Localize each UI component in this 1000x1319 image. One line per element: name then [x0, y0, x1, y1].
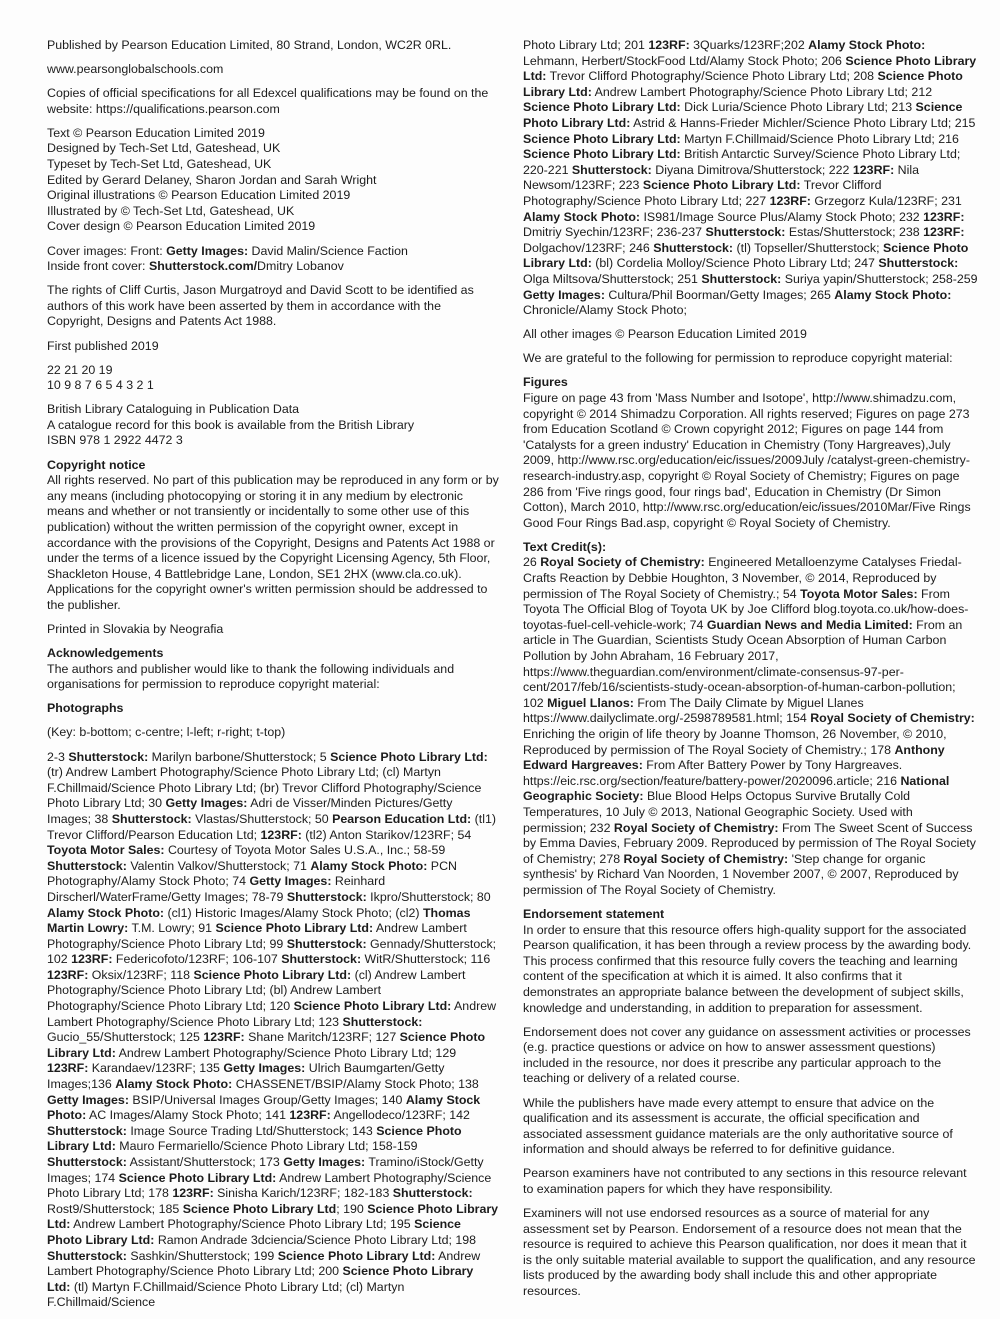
credit-source: Anthony Edward Hargreaves:	[523, 742, 945, 773]
section-copyright-notice	[47, 458, 499, 614]
text-line: Printed in Slovakia by Neografia	[47, 622, 224, 636]
credit-source: Science Photo Library Ltd:	[47, 1123, 462, 1154]
credit-detail: Estas/Shutterstock; 238	[785, 225, 924, 240]
text-line: 22 21 20 19	[47, 362, 113, 377]
credit-detail: Angellodeco/123RF; 142	[330, 1108, 470, 1123]
credit-source: Science Photo Library Ltd:	[293, 999, 452, 1014]
credit-source: Shutterstock.com/	[148, 259, 258, 274]
paragraph	[523, 1166, 978, 1197]
credit-source: Thomas Martin Lowry:	[47, 905, 471, 936]
text-line: First published 2019	[47, 338, 159, 353]
credit-detail: From Toyota The Official Blog of Toyota UK by Joe Clifford blog.toyota.co.uk/how-does-toyotas-fuel-cell-vehicle-work; 74	[523, 586, 969, 632]
credit-text	[523, 38, 978, 319]
paragraph	[47, 725, 499, 741]
paragraph	[523, 1096, 978, 1158]
text-line: A catalogue record for this book is available from the British Library	[47, 417, 415, 432]
credit-detail: Blue Blood Helps Octopus Survive Brutally Cold Temperatures, 10 July © 2013, National Geographic Society. Used with permission; 232	[523, 789, 913, 835]
paragraph	[47, 38, 499, 54]
credit-detail: Nila Newsom/123RF; 223	[523, 162, 920, 193]
credit-detail: Karandaev/123RF; 135	[88, 1061, 224, 1076]
credit-source: Science Photo Library Ltd:	[330, 749, 488, 764]
credit-source: Alamy Stock Photo:	[834, 287, 952, 302]
text-line: Original illustrations © Pearson Education Limited 2019	[47, 188, 351, 203]
credit-source: Alamy Stock Photo:	[47, 1092, 481, 1123]
credit-source: Shutterstock:	[392, 1186, 473, 1201]
credit-detail: Courtesy of Toyota Motor Sales U.S.A., Inc.; 58-59	[164, 843, 446, 858]
credit-detail: Suriya yapin/Shutterstock; 258-259	[781, 271, 978, 286]
credit-source: Shutterstock:	[286, 889, 367, 904]
paragraph	[47, 402, 499, 449]
text-line: Examiners will not use endorsed resources as a source of material for any assessment set by Pearson. Endorsement of a resource does not mean that the resource is required to achieve this Pearson qualification, nor does it mean that it is the only suitable material available to support the qualification, and any resource lists produced by the awarding body shall include this and other appropriate resources.	[523, 1206, 976, 1299]
text-line: Endorsement does not cover any guidance on assessment activities or processes (e.g. practice questions or advice on how to answer assessment questions) included in the resource, nor does it prescribe any particular approach to the teaching or delivery of a related course.	[523, 1024, 971, 1086]
paragraph	[523, 1206, 978, 1300]
credit-source: Miguel Llanos:	[547, 695, 634, 710]
credit-detail: Photo Library Ltd; 201	[523, 38, 649, 52]
credit-detail: BSIP/Universal Images Group/Getty Images; 140	[128, 1092, 406, 1107]
credit-detail: Trevor Clifford Photography/Science Photo Library Ltd; 227	[523, 178, 882, 208]
left-column	[47, 38, 499, 1319]
paragraph	[523, 38, 978, 319]
credit-detail: From After Battery Power by Tony Hargreaves. https://eic.rsc.org/section/feature/battery-power/2020096.article; 216	[523, 758, 903, 788]
credit-source: 123RF:	[260, 827, 302, 842]
credit-detail: Diyana Dimitrova/Shutterstock; 222	[651, 162, 853, 177]
credit-detail: Mauro Fermariello/Science Photo Library Ltd; 158-159	[115, 1139, 418, 1154]
paragraph	[47, 126, 499, 235]
text-line: Cover design © Pearson Education Limited 2019	[47, 219, 316, 234]
text-line: British Library Cataloguing in Publication Data	[47, 402, 300, 417]
credit-detail: Grzegorz Kula/123RF; 231	[810, 193, 962, 208]
credit-source: Shutterstock:	[342, 1014, 423, 1029]
section-heading: Figures	[523, 375, 568, 390]
credit-detail: Dmitry Lobanov	[257, 259, 344, 274]
text-line: Published by Pearson Education Limited, 80 Strand, London, WC2R 0RL.	[47, 38, 452, 52]
credit-detail: Rost9/Shutterstock; 185	[47, 1201, 183, 1216]
credit-detail: British Antarctic Survey/Science Photo Library Ltd; 220-221	[523, 147, 961, 177]
credit-detail: Inside front cover:	[47, 259, 149, 274]
right-column	[523, 38, 978, 1308]
credit-source: Science Photo Library Ltd:	[215, 921, 374, 936]
credit-source: Science Photo Library Ltd:	[523, 147, 681, 162]
credit-source: Science Photo Library Ltd:	[193, 967, 352, 982]
text-line: Illustrated by © Tech-Set Ltd, Gateshead, UK	[47, 203, 295, 218]
credit-detail: David Malin/Science Faction	[248, 243, 408, 258]
credit-detail: Cover images: Front:	[47, 243, 167, 258]
credit-source: Science Photo Library Ltd:	[277, 1248, 436, 1263]
credit-detail: Tramino/iStock/Getty Images; 174	[47, 1155, 484, 1185]
credit-source: 123RF:	[71, 952, 113, 967]
credit-source: 123RF:	[172, 1186, 214, 1201]
text-line: Copies of official specifications for all Edexcel qualifications may be found on the website: https://qualifications.pearson.com	[47, 86, 489, 116]
credit-detail: Martyn F.Chillmaid/Science Photo Library Ltd; 216	[680, 131, 959, 146]
credit-source: Science Photo Library Ltd:	[523, 100, 681, 115]
credit-source: Getty Images:	[223, 1061, 306, 1076]
credit-source: Science Photo Library Ltd:	[47, 1217, 461, 1247]
credit-source: Shutterstock:	[878, 256, 959, 271]
credit-detail: Chronicle/Alamy Stock Photo;	[523, 303, 687, 318]
credit-source: Alamy Stock Photo:	[47, 905, 165, 920]
credit-detail: 3Quarks/123RF;202	[689, 38, 809, 52]
credit-detail: Dmitriy Syechin/123RF; 236-237	[523, 225, 706, 240]
credit-source: Shutterstock:	[47, 1123, 127, 1138]
credit-detail: Valentin Valkov/Shutterstock; 71	[126, 858, 311, 873]
credit-detail: AC Images/Alamy Stock Photo; 141	[86, 1108, 290, 1123]
credit-detail: Ikpro/Shutterstock; 80	[366, 889, 491, 904]
credit-source: Shutterstock:	[571, 162, 652, 177]
credit-detail: Lehmann, Herbert/StockFood Ltd/Alamy Stock Photo; 206	[523, 53, 846, 68]
credit-detail: T.M. Lowry; 91	[128, 921, 216, 936]
credit-source: Getty Images:	[283, 1155, 366, 1169]
credit-source: 123RF:	[923, 209, 965, 224]
credit-detail: Cultura/Phil Boorman/Getty Images; 265	[604, 287, 835, 302]
credit-source: Science Photo Library Ltd:	[523, 131, 681, 146]
section-photographs	[47, 701, 499, 717]
credit-source: Shutterstock:	[68, 749, 149, 764]
paragraph	[47, 750, 499, 1311]
credit-detail: Gucio_55/Shutterstock; 125	[47, 1030, 204, 1045]
credit-source: Science Photo Library Ltd:	[118, 1170, 277, 1185]
paragraph	[47, 283, 499, 330]
credit-detail: WitR/Shutterstock; 116	[361, 952, 491, 967]
credit-source: 123RF:	[852, 162, 895, 177]
paragraph	[47, 339, 499, 355]
credit-detail: (tl1) Trevor Clifford/Pearson Education Ltd;	[47, 811, 496, 842]
credit-source: Shutterstock:	[47, 1248, 127, 1263]
credit-detail: From The Sweet Scent of Success by Emma Davies, February 2009. Reproduced by permission of The Royal Society of Chemistry; 278	[523, 820, 976, 866]
section-heading: Acknowledgements	[47, 646, 164, 661]
section-heading: Text Credit(s):	[523, 539, 607, 554]
paragraph	[523, 327, 978, 343]
text-line: www.pearsonglobalschools.com	[47, 62, 224, 77]
credit-source: Getty Images:	[47, 1092, 129, 1107]
credit-source: Alamy Stock Photo:	[523, 209, 641, 224]
credit-text	[523, 555, 978, 898]
text-line: Typeset by Tech-Set Ltd, Gateshead, UK	[47, 157, 272, 172]
credit-source: Shutterstock:	[111, 811, 192, 826]
credit-detail: Ulrich Baumgarten/Getty Images;136	[47, 1061, 445, 1092]
credit-source: Royal Society of Chemistry:	[623, 851, 789, 866]
credit-source: 123RF:	[203, 1030, 245, 1045]
credit-detail: Enriching the origin of life theory by Joanne Thomson, 26 November, © 2010, Reproduced by permission of The Royal Society of Chemistry.; 178	[523, 726, 947, 757]
credit-source: Guardian News and Media Limited:	[706, 617, 913, 632]
credit-detail: Assistant/Shutterstock; 173	[126, 1155, 284, 1169]
credit-detail: (tl2) Anton Starikov/123RF; 54	[301, 827, 472, 842]
credit-detail: From The Daily Climate by Miguel Llanes https://www.dailyclimate.org/-2598789581.html; 154	[523, 695, 864, 726]
credit-source: Toyota Motor Sales:	[47, 843, 165, 858]
credit-detail: Andrew Lambert Photography/Science Photo Library Ltd; 178	[47, 1170, 492, 1201]
credit-source: Alamy Stock Photo:	[310, 858, 428, 873]
paragraph	[47, 622, 499, 638]
credit-detail: Adri de Visser/Minden Pictures/Getty Images; 38	[47, 796, 453, 826]
credit-source: Science Photo Library Ltd:	[523, 69, 963, 99]
text-line: In order to ensure that this resource offers high-quality support for the associated Pearson qualification, it has been through a review process by the awarding body. This process confirmed that this resource fully covers the teaching and learning content of the specification at which it is aimed. It also confirms that it demonstrates an appropriate balance between the development of subject skills, knowledge and understanding, in addition to preparation for assessment.	[523, 922, 972, 1015]
text-line: Designed by Tech-Set Ltd, Gateshead, UK	[47, 141, 281, 156]
credit-detail: Andrew Lambert Photography/Science Photo Library Ltd; 200	[47, 1248, 481, 1279]
credit-detail: (tr) Andrew Lambert Photography/Science Photo Library Ltd; (cl) Martyn F.Chillmaid/Science Photo Library Ltd; (br) Trevor Clifford Photography/Science Photo Library Ltd; 30	[47, 765, 482, 811]
credit-detail: Shane Maritch/123RF; 127	[244, 1030, 400, 1045]
text-line: All rights reserved. No part of this publication may be reproduced in any form or by any means (including photocopying or storing it in any medium by electronic means and whether or not transiently or incidentally to some other use of this publication) without the written permission of the copyright owner, except in accordance with the provisions of the Copyright, Designs and Patents Act 1988 or under the terms of a licence issued by the Copyright Licensing Agency, 5th Floor, Shackleton House, 4 Battlebridge Lane, London, SE1 2HX (www.cla.co.uk). Applications for the copyright owner's written permission should be addressed to the publisher.	[47, 473, 499, 612]
credit-source: 123RF:	[648, 38, 690, 52]
credit-detail: Trevor Clifford Photography/Science Photo Library Ltd; 208	[546, 69, 878, 84]
credit-source: Shutterstock:	[47, 858, 127, 873]
credit-source: Alamy Stock Photo:	[115, 1077, 233, 1092]
text-line: Figure on page 43 from 'Mass Number and Isotope', http://www.shimadzu.com, copyright © 2014 Shimadzu Corporation. All rights reserved; Figures on page 273 from Education Scotland © Crown copyright 2012; Figures on page 144 from 'Catalysts for a green industry' Education in Chemistry (Tony Hargreaves),July 2009, http://www.rsc.org/education/eic/issues/2009July /catalyst-green-chemistry-research-industry.asp, copyright © Royal Society of Chemistry; Figures on page 286 from 'Five rings good, four rings bad', Education in Chemistry (Dr Simon Cotton), March 2010, http://www.rsc.org/education/eic/issues/2010Mar/Five Rings Good Four Rings Bad.asp, copyright © Royal Society of Chemistry.	[523, 390, 971, 530]
credit-source: Science Photo Library Ltd:	[523, 100, 963, 130]
credit-source: Science Photo Library Ltd:	[523, 240, 969, 271]
credit-source: Royal Society of Chemistry:	[613, 820, 779, 835]
credit-detail: Andrew Lambert Photography/Science Photo Library Ltd; 129	[115, 1045, 457, 1060]
credit-source: 123RF:	[47, 967, 89, 982]
credit-source: 123RF:	[769, 193, 811, 208]
credit-source: Shutterstock:	[281, 952, 362, 967]
credit-source: National Geographic Society:	[523, 773, 950, 804]
section-acknowledgements	[47, 646, 499, 693]
credit-source: Royal Society of Chemistry:	[540, 555, 705, 570]
credit-detail: (cl1) Historic Images/Alamy Stock Photo; (cl2)	[164, 905, 423, 920]
paragraph	[523, 1025, 978, 1087]
credit-source: Science Photo Library Ltd:	[523, 53, 977, 84]
text-line: The authors and publisher would like to thank the following individuals and organisations for permission to reproduce copyright material:	[47, 661, 455, 692]
credit-detail: Olga Miltsova/Shutterstock; 251	[523, 271, 702, 286]
paragraph	[47, 363, 499, 394]
section-figures	[523, 375, 978, 531]
credit-source: Science Photo Library Ltd:	[47, 1030, 486, 1060]
credit-source: 123RF:	[289, 1108, 331, 1123]
credit-detail: Oksix/123RF; 118	[88, 967, 194, 982]
credit-detail: Sashkin/Shutterstock; 199	[126, 1248, 278, 1263]
credit-source: Shutterstock:	[47, 1155, 127, 1169]
credit-detail: Engineered Metalloenzyme Catalyses Friedal-Crafts Reaction by Debbie Houghton, 3 November, © 2014, Reproduced by permission of The Royal Society of Chemistry.; 54	[523, 555, 962, 601]
text-line: We are grateful to the following for permission to reproduce copyright material:	[523, 351, 953, 366]
credit-source: Science Photo Library Ltd	[182, 1201, 337, 1216]
credit-detail: Sinisha Karich/123RF; 182-183	[213, 1186, 393, 1201]
credit-detail: Vlastas/Shutterstock; 50	[191, 811, 333, 826]
text-line: ISBN 978 1 2922 4472 3	[47, 433, 183, 448]
credit-detail: CHASSENET/BSIP/Alamy Stock Photo; 138	[232, 1077, 479, 1092]
credit-detail: Gennady/Shutterstock; 102	[47, 936, 497, 967]
text-line: (Key: b-bottom; c-centre; l-left; r-right; t-top)	[47, 725, 286, 740]
text-line: The rights of Cliff Curtis, Jason Murgatroyd and David Scott to be identified as authors of this work have been asserted by them in accordance with the Copyright, Designs and Patents Act 1988.	[47, 283, 474, 329]
credit-detail: Image Source Trading Ltd/Shutterstock; 143	[126, 1123, 377, 1138]
credit-source: Shutterstock:	[286, 936, 367, 951]
section-heading: Copyright notice	[47, 457, 146, 472]
credit-source: Getty Images:	[523, 287, 605, 302]
credit-source: Science Photo Library Ltd:	[47, 1201, 499, 1232]
credit-source: Getty Images:	[166, 243, 249, 258]
credit-source: 123RF:	[923, 225, 965, 240]
credit-detail: Andrew Lambert Photography/Science Photo Library Ltd; 99	[47, 921, 467, 951]
credit-detail: Andrew Lambert Photography/Science Photo Library Ltd; 195	[70, 1217, 415, 1232]
paragraph	[47, 244, 499, 275]
credit-detail: (tl) Martyn F.Chillmaid/Science Photo Library Ltd; (cl) Martyn F.Chillmaid/Science	[47, 1279, 405, 1310]
text-line: Edited by Gerard Delaney, Sharon Jordan and Sarah Wright	[47, 172, 377, 187]
section-heading: Endorsement statement	[523, 906, 665, 921]
text-line: 10 9 8 7 6 5 4 3 2 1	[47, 378, 154, 393]
text-line: Pearson examiners have not contributed to any sections in this resource relevant to examination papers for which they have responsibility.	[523, 1166, 967, 1196]
credit-text	[47, 244, 499, 275]
credit-detail: Andrew Lambert Photography/Science Photo Library Ltd; 123	[47, 999, 497, 1029]
text-line: While the publishers have made every attempt to ensure that advice on the qualification and its assessment is accurate, the official specification and associated assessment guidance materials are the only authoritative source of information and should always be referred to for definitive guidance.	[523, 1095, 953, 1157]
paragraph	[47, 62, 499, 78]
credit-source: Getty Images:	[249, 874, 332, 889]
credit-source: Toyota Motor Sales:	[800, 586, 918, 601]
credit-detail: Ramon Andrade 3dciencia/Science Photo Library Ltd; 198	[154, 1232, 477, 1247]
section-text-credit-s	[523, 540, 978, 899]
credit-detail: 2-3	[47, 749, 69, 764]
credit-detail: Astrid & Hanns-Frieder Michler/Science Photo Library Ltd; 215	[630, 115, 976, 130]
credit-detail: (cl) Andrew Lambert Photography/Science Photo Library Ltd; (bl) Andrew Lambert Photography/Science Photo Library Ltd; 120	[47, 967, 466, 1014]
credit-detail: PCN Photography/Alamy Stock Photo; 74	[47, 858, 457, 889]
credit-source: Science Photo Library Ltd:	[642, 178, 801, 193]
section-heading: Photographs	[47, 701, 124, 716]
credit-source: Royal Society of Chemistry:	[810, 711, 975, 726]
credit-detail: 'Step change for organic synthesis' by Richard Van Noorden, 1 November 2007, © 2007, Reproduced by permission of The Royal Society of Chemistry.	[523, 851, 959, 897]
credit-detail: IS981/Image Source Plus/Alamy Stock Photo; 232	[640, 209, 924, 224]
credit-source: Shutterstock:	[701, 271, 782, 286]
credit-detail: Reinhard Dirscherl/WaterFrame/Getty Images; 78-79	[47, 874, 386, 904]
credit-detail: From an article in The Guardian, Scientists Study Ocean Absorption of Human Carbon Pollution by John Abraham, 16 February 2017, https://www.theguardian.com/environment/climate-consensus-97-per-cent/2017/feb/16/scientists-study-ocean-absorption-of-human-carbon-pollution; 102	[523, 617, 963, 710]
section-endorsement-statement	[523, 907, 978, 1016]
credit-source: Shutterstock:	[705, 225, 786, 240]
credit-source: 123RF:	[47, 1061, 89, 1076]
credit-source: Alamy Stock Photo:	[808, 38, 926, 52]
credit-detail: (tl) Topseller/Shutterstock;	[733, 240, 883, 255]
credit-source: Pearson Education Ltd:	[332, 811, 472, 826]
credit-text	[47, 750, 499, 1311]
paragraph	[47, 86, 499, 117]
credit-detail: ; 190	[336, 1201, 368, 1216]
paragraph	[523, 351, 978, 367]
credit-detail: Dolgachov/123RF; 246	[523, 240, 654, 255]
credit-detail: (bl) Cordelia Molloy/Science Photo Library Ltd; 247	[591, 256, 879, 271]
text-line: All other images © Pearson Education Limited 2019	[523, 327, 807, 342]
credit-detail: Andrew Lambert Photography/Science Photo Library Ltd; 212	[591, 84, 933, 99]
credit-source: Science Photo Library Ltd:	[47, 1264, 474, 1294]
text-line: Text © Pearson Education Limited 2019	[47, 125, 265, 140]
credit-detail: Marilyn barbone/Shutterstock; 5	[148, 749, 331, 764]
credit-detail: Dick Luria/Science Photo Library Ltd; 213	[680, 100, 916, 115]
credit-detail: Federicofoto/123RF; 106-107	[112, 952, 282, 967]
credit-source: Shutterstock:	[653, 240, 734, 255]
credit-source: Getty Images:	[165, 796, 248, 811]
credit-detail: 26	[523, 555, 541, 570]
